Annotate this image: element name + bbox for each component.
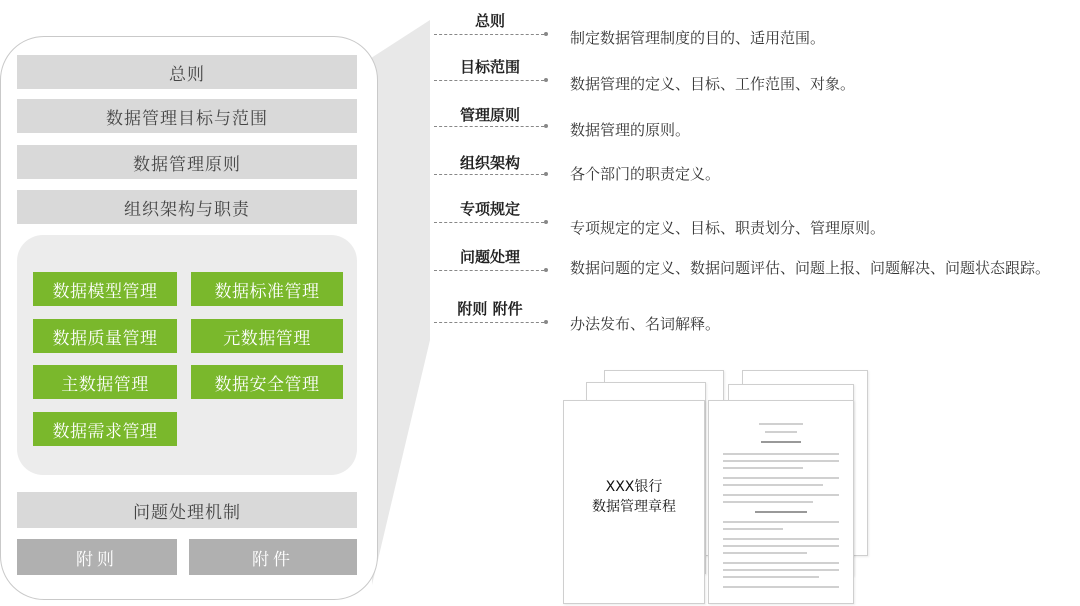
item-label-general: 总则 [474, 12, 505, 30]
item-label-special: 专项规定 [459, 200, 520, 218]
module-metadata: 元数据管理 [191, 319, 343, 353]
doc-text-line [723, 467, 803, 469]
appendix-rules-bar: 附则 [17, 539, 177, 575]
principles-bar: 数据管理原则 [17, 145, 357, 179]
item-dot [544, 32, 548, 36]
doc-text-line [755, 511, 807, 513]
modules-container [17, 235, 357, 475]
doc-text-line [723, 501, 813, 503]
doc-text-line [761, 441, 801, 443]
item-dot [544, 220, 548, 224]
issue-mechanism-bar: 问题处理机制 [17, 492, 357, 528]
item-desc-organization: 各个部门的职责定义。 [570, 165, 721, 183]
item-dot [544, 172, 548, 176]
organization-bar: 组织架构与职责 [17, 190, 357, 224]
doc-text-line [723, 545, 839, 547]
item-desc-appendix: 办法发布、名词解释。 [570, 315, 721, 333]
doc-text-line [723, 494, 839, 496]
item-desc-principles: 数据管理的原则。 [570, 121, 691, 139]
module-data-model: 数据模型管理 [33, 272, 177, 306]
framework-panel [0, 36, 378, 600]
scope-bar: 数据管理目标与范围 [17, 99, 357, 133]
item-desc-special: 专项规定的定义、目标、职责划分、管理原则。 [570, 219, 886, 237]
item-label-scope: 目标范围 [459, 58, 520, 76]
item-desc-general: 制定数据管理制度的目的、适用范围。 [570, 29, 826, 47]
item-leader [434, 174, 544, 175]
item-leader [434, 80, 544, 81]
doc-text-line [723, 460, 839, 462]
doc-text-line [723, 552, 807, 554]
doc-text-line [723, 576, 819, 578]
item-desc-scope: 数据管理的定义、目标、工作范围、对象。 [570, 75, 856, 93]
item-leader [434, 270, 544, 271]
doc-cover [563, 400, 705, 604]
doc-text-line [723, 521, 839, 523]
doc-cover-title: XXX银行 [605, 479, 663, 495]
doc-text-line [723, 453, 839, 455]
doc-text-line [723, 569, 839, 571]
module-data-standard: 数据标准管理 [191, 272, 343, 306]
item-leader [434, 322, 544, 323]
module-master-data: 主数据管理 [33, 365, 177, 399]
item-label-issue: 问题处理 [459, 248, 520, 266]
item-dot [544, 78, 548, 82]
item-label-organization: 组织架构 [459, 154, 520, 172]
doc-text-line [723, 528, 783, 530]
item-leader [434, 34, 544, 35]
doc-text-line [723, 586, 839, 588]
attachments-bar: 附件 [189, 539, 357, 575]
doc-text-line [723, 538, 839, 540]
doc-text-line [723, 562, 839, 564]
general-bar: 总则 [17, 55, 357, 89]
item-label-appendix: 附则 附件 [457, 300, 523, 318]
doc-text-line [723, 484, 823, 486]
item-leader [434, 222, 544, 223]
module-data-quality: 数据质量管理 [33, 319, 177, 353]
item-desc-issue: 数据问题的定义、数据问题评估、问题上报、问题解决、问题状态跟踪。 [570, 259, 1051, 277]
module-data-security: 数据安全管理 [191, 365, 343, 399]
item-dot [544, 124, 548, 128]
doc-cover-subtitle: 数据管理章程 [592, 499, 676, 515]
item-dot [544, 320, 548, 324]
doc-content-page [708, 400, 854, 604]
item-dot [544, 268, 548, 272]
doc-text-line [759, 423, 803, 425]
doc-text-line [765, 431, 797, 433]
module-data-requirement: 数据需求管理 [33, 412, 177, 446]
item-label-principles: 管理原则 [459, 106, 520, 124]
doc-text-line [723, 477, 839, 479]
item-leader [434, 126, 544, 127]
